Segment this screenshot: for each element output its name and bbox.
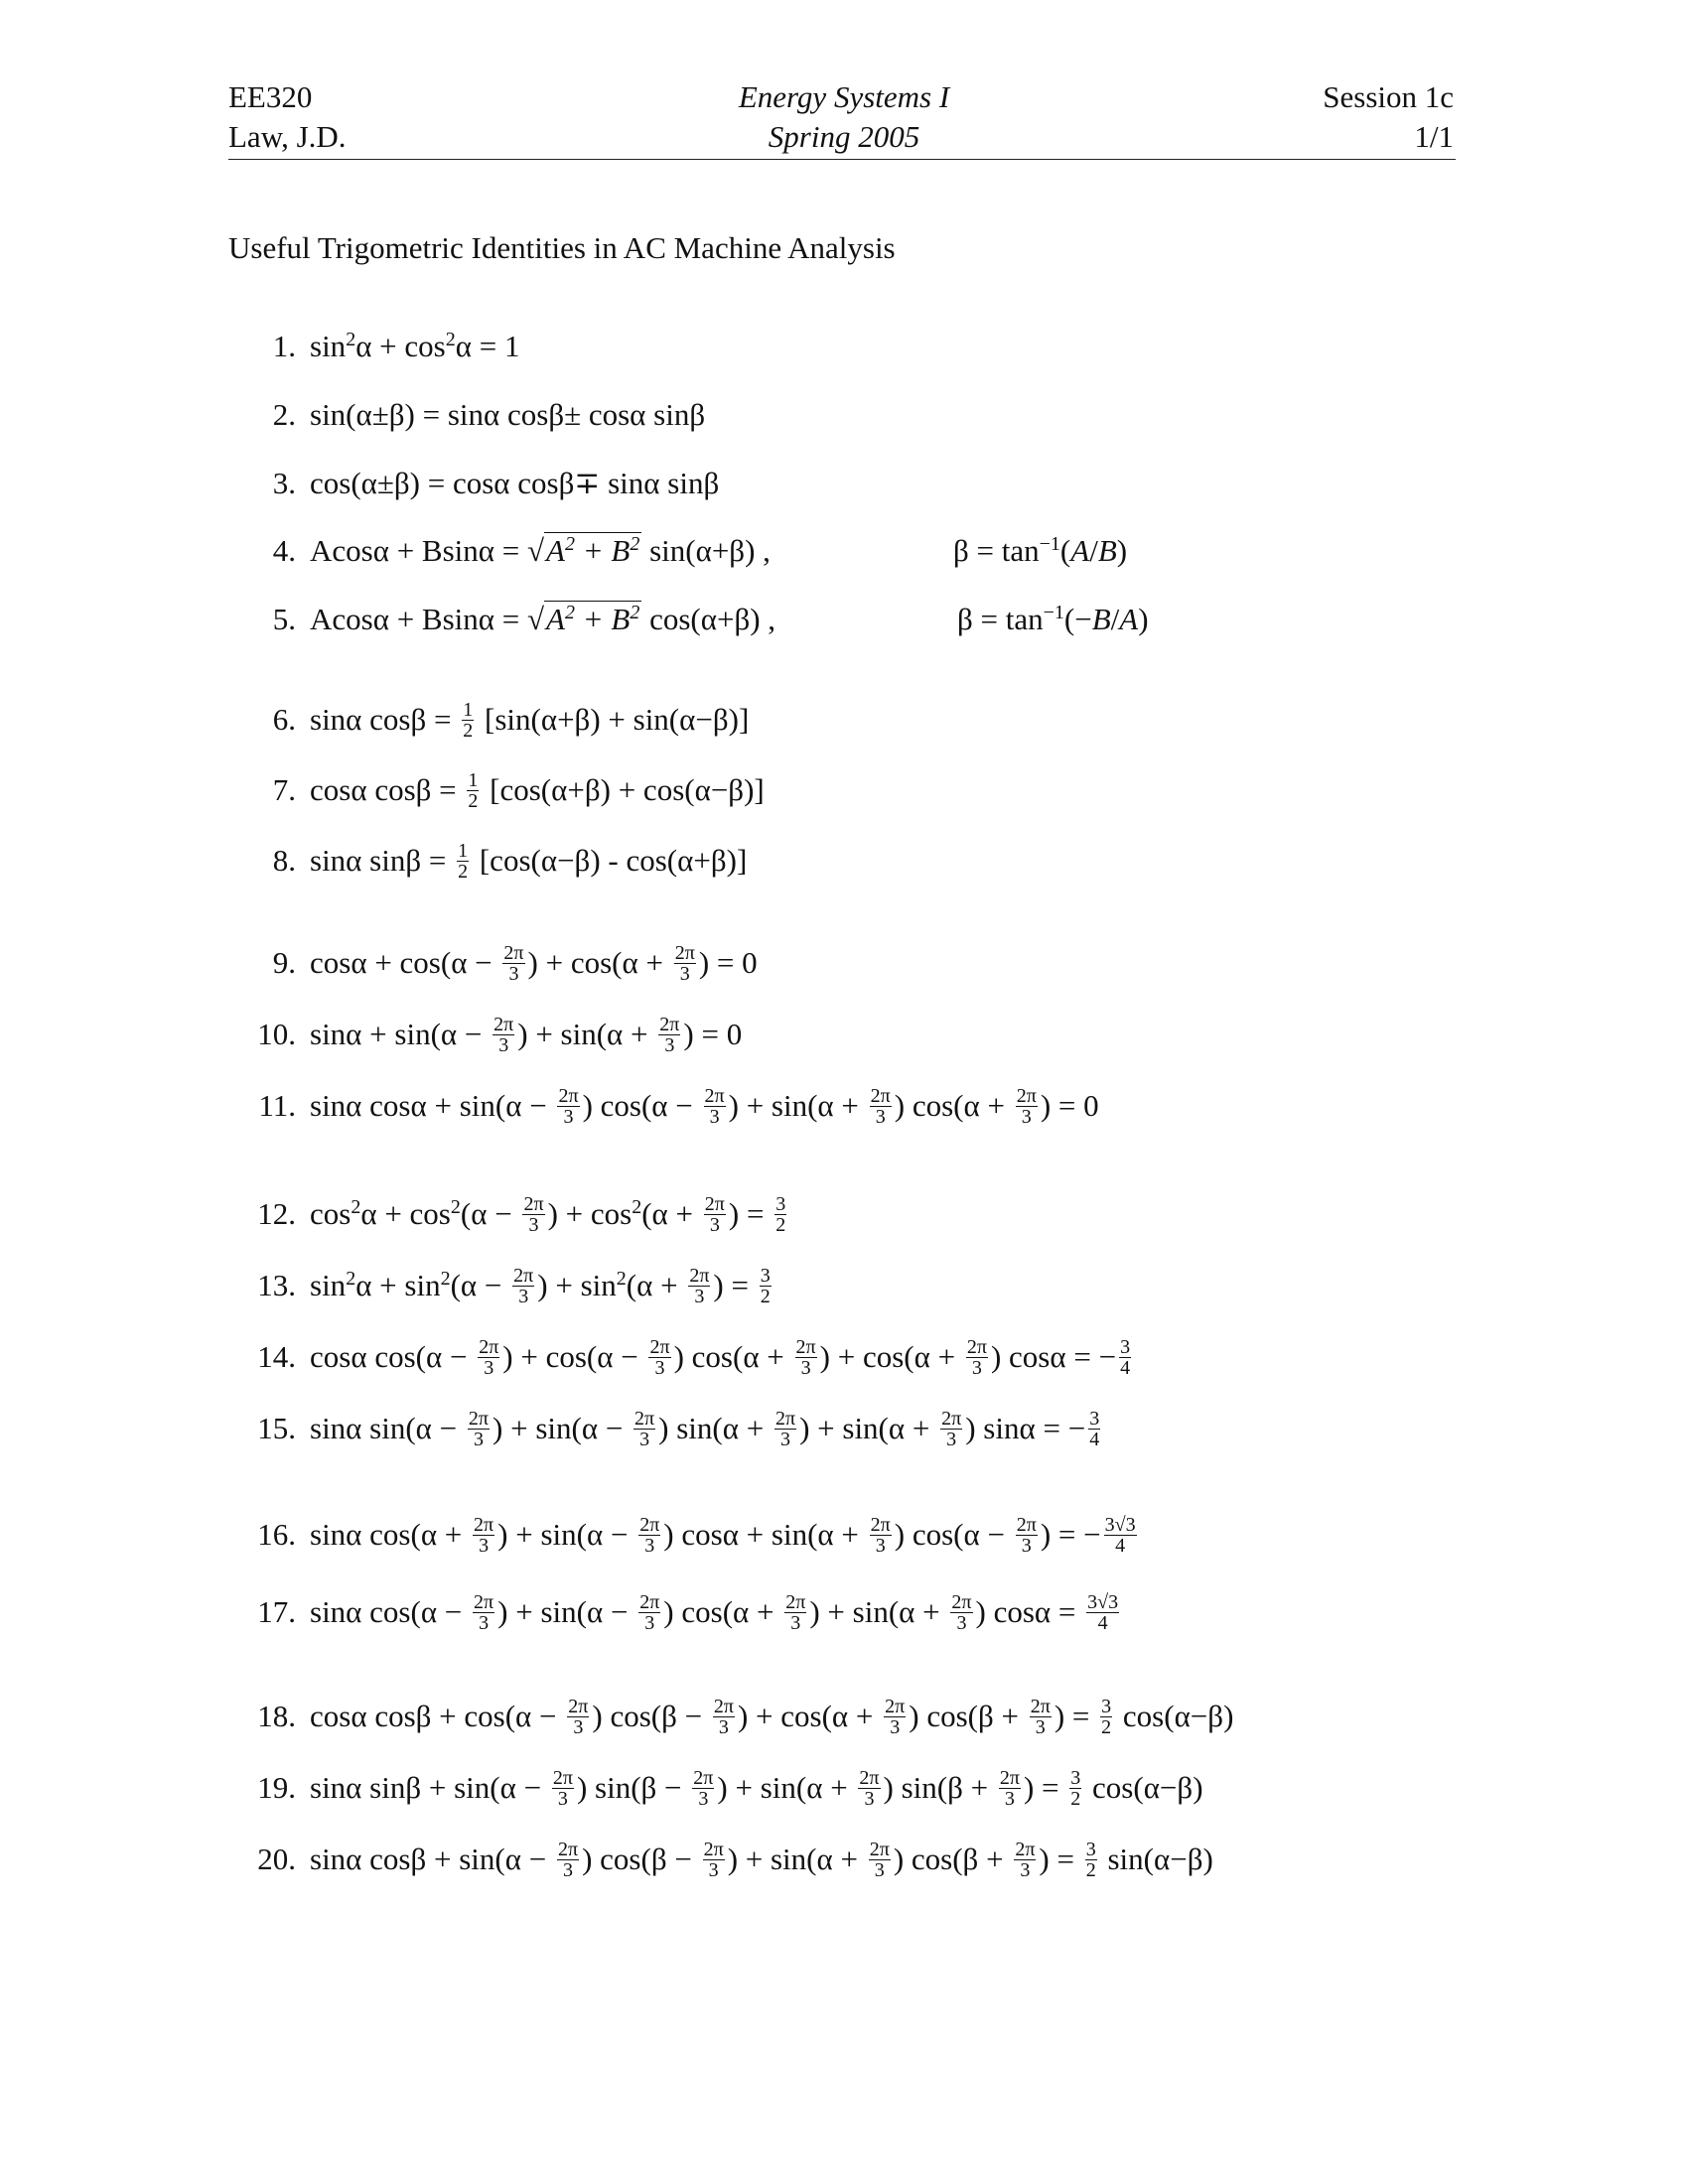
identity-formula: cos(α±β) = cosα cosβ∓ sinα sinβ <box>310 466 720 500</box>
identity-number: 9. <box>272 945 296 980</box>
identity-17 <box>228 1584 1122 1640</box>
identity-number: 5. <box>272 602 296 636</box>
session: Session 1c <box>1323 79 1454 114</box>
identity-number: 10. <box>257 1017 296 1051</box>
identity-formula: cosα cosβ = $\frac{1}{2}$ [cos(α+β) + cos(α−β)] <box>310 769 765 813</box>
page-title: Useful Trigometric Identities in AC Machine Analysis <box>228 230 896 265</box>
identity-formula: sinα cosβ + sin(α − $\frac{2\pi}{3}$ ) cos(β − $\frac{2\pi}{3}$ ) + sin(α + $\frac{2\pi}{3}$ ) cos(β + $\frac{2\pi}{3}$ ) = $\frac{3}{2}$ sin(α−β) <box>310 1839 1213 1882</box>
identity-number: 16. <box>257 1517 296 1552</box>
identity-number: 3. <box>272 466 296 500</box>
identity-number: 18. <box>257 1699 296 1733</box>
identity-formula: sinα cos(α + $\frac{2\pi}{3}$ ) + sin(α − $\frac{2\pi}{3}$ ) cosα + sin(α + $\frac{2\pi}{3}$ ) cos(α − $\frac{2\pi}{3}$ ) = − $\frac{3√3}{4}$ <box>310 1514 1136 1558</box>
identity-number: 13. <box>257 1268 296 1302</box>
header-center <box>496 77 1192 157</box>
header-right <box>1323 77 1454 157</box>
identity-1 <box>228 319 519 374</box>
identity-7 <box>228 762 765 818</box>
identity-number: 12. <box>257 1196 296 1231</box>
identity-18 <box>228 1689 1233 1744</box>
identity-number: 4. <box>272 533 296 568</box>
term: Spring 2005 <box>768 119 920 154</box>
identity-formula: cosα cosβ + cos(α − $\frac{2\pi}{3}$ ) cos(β − $\frac{2\pi}{3}$ ) + cos(α + $\frac{2\pi}{3}$ ) cos(β + $\frac{2\pi}{3}$ ) = $\frac{3}{2}$ cos(α−β) <box>310 1696 1234 1739</box>
identity-number: 6. <box>272 702 296 737</box>
identity-14 <box>228 1329 1134 1385</box>
identity-formula: $Acos\alpha + Bsin\alpha = √A^2 + B^2$ sin(α+β) , <box>310 533 771 568</box>
identity-number: 1. <box>272 329 296 363</box>
identity-20 <box>228 1832 1213 1887</box>
identity-8 <box>228 833 747 888</box>
author: Law, J.D. <box>228 119 347 154</box>
identity-number: 11. <box>258 1088 296 1123</box>
identity-formula: $Acos\alpha + Bsin\alpha = √A^2 + B^2$ cos(α+β) , <box>310 602 776 636</box>
identity-number: 8. <box>272 843 296 878</box>
identity-number: 17. <box>257 1594 296 1629</box>
identity-19 <box>228 1760 1203 1816</box>
identity-number: 7. <box>272 772 296 807</box>
identity-formula: sinα cosβ = $\frac{1}{2}$ [sin(α+β) + sin(α−β)] <box>310 699 750 743</box>
identity-number: 19. <box>257 1770 296 1805</box>
identity-number: 15. <box>257 1411 296 1445</box>
identity-formula: cosα cos(α − $\frac{2\pi}{3}$ ) + cos(α − $\frac{2\pi}{3}$ ) cos(α + $\frac{2\pi}{3}$ ) + cos(α + $\frac{2\pi}{3}$ ) cosα = − $\frac{3}{4}$ <box>310 1336 1131 1380</box>
identity-formula: sinα sinβ = $\frac{1}{2}$ [cos(α−β) - cos(α+β)] <box>310 840 748 884</box>
identity-10 <box>228 1007 742 1062</box>
identity-formula: $\cos^2\alpha + \cos^2(\alpha$ − $\frac{2\pi}{3}$ ) + $\cos^2(\alpha$ + $\frac{2\pi}{3}$ ) = $\frac{3}{2}$ <box>310 1193 786 1237</box>
identity-5 <box>228 592 775 647</box>
header-rule <box>228 159 1456 160</box>
identity-5-condition: $\beta = \tan^{-1}(-B/A)$ <box>957 602 1149 636</box>
identity-12 <box>228 1186 789 1242</box>
header-left <box>228 77 347 157</box>
identity-4 <box>228 523 771 579</box>
identity-formula: sinα sin(α − $\frac{2\pi}{3}$ ) + sin(α − $\frac{2\pi}{3}$ ) sin(α + $\frac{2\pi}{3}$ ) + sin(α + $\frac{2\pi}{3}$ ) sinα = − $\frac{3}{4}$ <box>310 1408 1100 1451</box>
identity-3 <box>228 456 719 511</box>
identity-16 <box>228 1507 1140 1563</box>
identity-4-condition: $\beta = \tan^{-1}(A/B)$ <box>953 533 1128 568</box>
course-title: Energy Systems I <box>738 79 950 114</box>
identity-formula: cosα + cos(α − $\frac{2\pi}{3}$ ) + cos(α + $\frac{2\pi}{3}$ ) = 0 <box>310 942 758 986</box>
identity-formula: sinα + sin(α − $\frac{2\pi}{3}$ ) + sin(α + $\frac{2\pi}{3}$ ) = 0 <box>310 1014 743 1057</box>
identity-6 <box>228 692 749 748</box>
identity-formula: sin(α±β) = sinα cosβ± cosα sinβ <box>310 397 706 432</box>
identity-13 <box>228 1258 774 1313</box>
identity-2 <box>228 387 705 443</box>
identity-number: 2. <box>272 397 296 432</box>
identity-15 <box>228 1401 1103 1456</box>
identity-9 <box>228 935 758 991</box>
identity-number: 20. <box>257 1842 296 1876</box>
identity-formula: sinα sinβ + sin(α − $\frac{2\pi}{3}$ ) sin(β − $\frac{2\pi}{3}$ ) + sin(α + $\frac{2\pi}{3}$ ) sin(β + $\frac{2\pi}{3}$ ) = $\frac{3}{2}$ cos(α−β) <box>310 1767 1203 1811</box>
identity-11 <box>228 1078 1099 1134</box>
identity-formula: $\sin^2\alpha + \sin^2(\alpha$ − $\frac{2\pi}{3}$ ) + $\sin^2(\alpha$ + $\frac{2\pi}{3}$ ) = $\frac{3}{2}$ <box>310 1265 771 1308</box>
identity-formula: sinα cos(α − $\frac{2\pi}{3}$ ) + sin(α − $\frac{2\pi}{3}$ ) cos(α + $\frac{2\pi}{3}$ ) + sin(α + $\frac{2\pi}{3}$ ) cosα = $\frac{3√3}{4}$ <box>310 1591 1119 1635</box>
identity-formula: sinα cosα + sin(α − $\frac{2\pi}{3}$ ) cos(α − $\frac{2\pi}{3}$ ) + sin(α + $\frac{2\pi}{3}$ ) cos(α + $\frac{2\pi}{3}$ ) = 0 <box>310 1085 1099 1129</box>
identity-formula: $\sin^2\alpha + \cos^2\alpha = 1$ <box>310 329 520 363</box>
course-code: EE320 <box>228 79 313 114</box>
page-number: 1/1 <box>1414 119 1454 154</box>
identity-number: 14. <box>257 1339 296 1374</box>
